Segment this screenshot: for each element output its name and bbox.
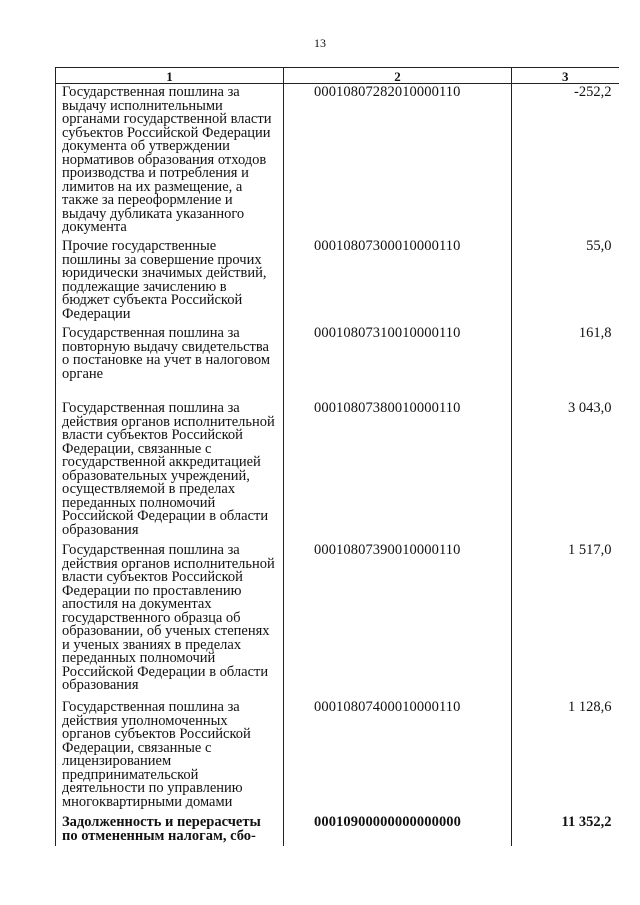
column-header-1: 1: [56, 68, 284, 84]
revenue-name-cell: [56, 814, 284, 846]
table-row: [56, 699, 619, 814]
revenue-amount-cell: 11 352,2: [512, 814, 619, 846]
revenue-code-cell: 00010900000000000000: [284, 814, 512, 846]
revenue-name-cell: [56, 325, 284, 400]
revenue-name: Задолженность и перерасчеты по отмененным налогам, сбо-: [62, 814, 261, 844]
revenue-name-cell: [56, 699, 284, 814]
table-row: [56, 325, 619, 400]
table-header-row: [56, 68, 619, 84]
page-number: 13: [314, 36, 326, 50]
budget-revenue-table: [55, 67, 619, 846]
revenue-name: Государственная пошлина за повторную выдачу свидетельства о постановке на учет в налоговом органе: [62, 325, 271, 382]
revenue-code-cell: 00010807282010000110: [284, 84, 512, 239]
revenue-name-cell: [56, 400, 284, 542]
table-row: [56, 542, 619, 699]
table-row: [56, 400, 619, 542]
revenue-name: Государственная пошлина за действия уполномоченных органов субъектов Российской Федерации, связанные с лицензированием предпринимательской деятельности по управлению многоквартирными домами: [62, 699, 251, 810]
table-row-summary: [56, 814, 619, 846]
revenue-code-cell: 00010807380010000110: [284, 400, 512, 542]
revenue-amount-cell: 1 128,6: [512, 699, 619, 814]
revenue-code-cell: 00010807300010000110: [284, 238, 512, 325]
table-row: [56, 84, 619, 239]
column-header-3: 3: [512, 68, 619, 84]
table-row: [56, 238, 619, 325]
revenue-name-cell: [56, 238, 284, 325]
revenue-name-cell: [56, 84, 284, 239]
revenue-code-cell: 00010807400010000110: [284, 699, 512, 814]
revenue-amount-cell: 161,8: [512, 325, 619, 400]
revenue-amount-cell: 55,0: [512, 238, 619, 325]
revenue-name: Прочие государственные пошлины за совершение прочих юридически значимых действий, подлежащие зачислению в бюджет субъекта Российской Федерации: [62, 238, 267, 322]
revenue-amount-cell: 1 517,0: [512, 542, 619, 699]
revenue-name-cell: [56, 542, 284, 699]
revenue-name: Государственная пошлина за действия органов исполнительной власти субъектов Российской Федерации по проставлению апостиля на документах государственного образца об образовании, об ученых степенях и ученых званиях в пределах переданных полномочий Российской Федерации в области образования: [62, 542, 275, 693]
column-header-2: 2: [284, 68, 512, 84]
revenue-name: Государственная пошлина за выдачу исполнительными органами государственной власти субъектов Российской Федерации документа об утверждении нормативов образования отходов производства и потребления и лимитов на их размещение, а также за переоформление и выдачу дубликата указанного документа: [62, 84, 272, 235]
revenue-code-cell: 00010807390010000110: [284, 542, 512, 699]
revenue-amount-cell: 3 043,0: [512, 400, 619, 542]
revenue-amount-cell: -252,2: [512, 84, 619, 239]
revenue-code-cell: 00010807310010000110: [284, 325, 512, 400]
revenue-name: Государственная пошлина за действия органов исполнительной власти субъектов Российской Федерации, связанные с государственной аккредитацией образовательных учреждений, осуществляемой в пределах переданных полномочий Российской Федерации в области образования: [62, 400, 275, 538]
